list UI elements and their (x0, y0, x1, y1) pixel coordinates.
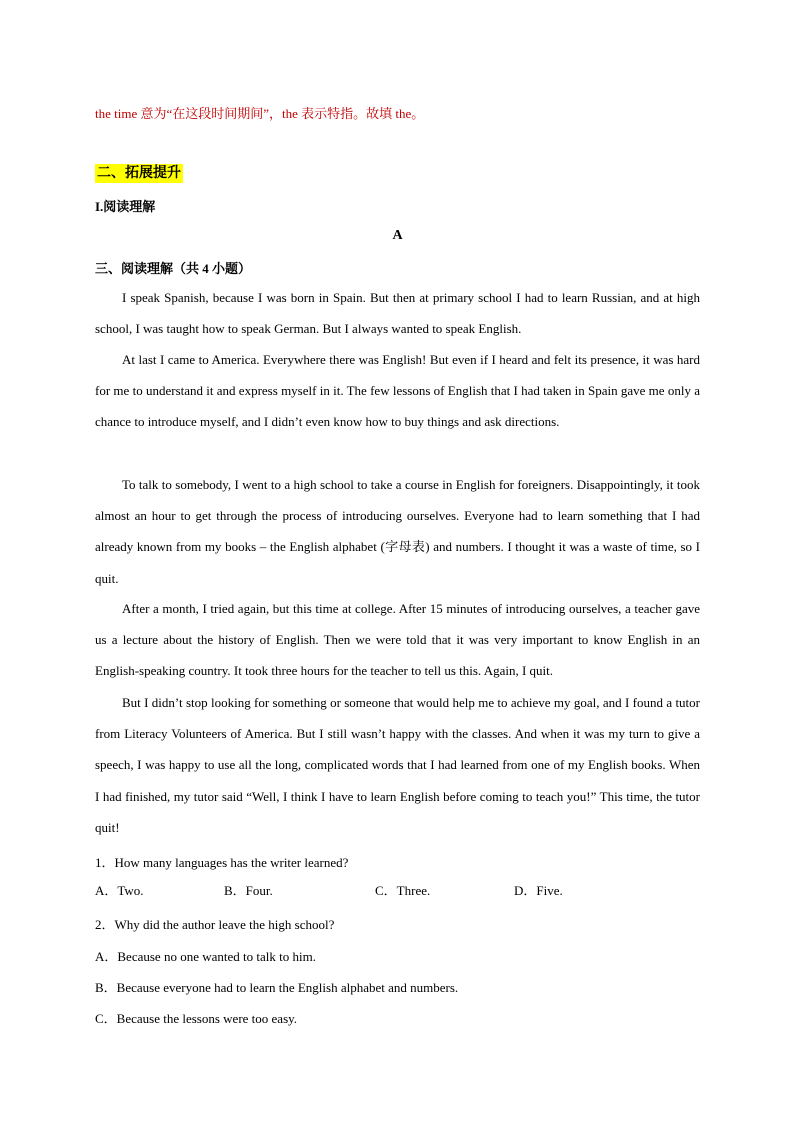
question-2-option-b: B．Because everyone had to learn the English alphabet and numbers. (95, 980, 459, 995)
section-heading-text: 二、拓展提升 (97, 166, 181, 181)
passage-paragraph-4: After a month, I tried again, but this time at college. After 15 minutes of introducing ourselves, a teacher gave us a lecture about the history of English. Then we were told that it was very important to know English in an English-speaking country. It took three hours for the teacher to tell us this. Again, I quit. (95, 601, 700, 679)
question-2-option-c: C．Because the lessons were too easy. (95, 1011, 298, 1026)
passage-paragraph-1: I speak Spanish, because I was born in Spain. But then at primary school I had to learn Russian, and at high school, I was taught how to speak German. But I always wanted to speak English. (95, 290, 700, 337)
passage-letter: A (392, 228, 403, 243)
passage-paragraph-3: To talk to somebody, I went to a high school to take a course in English for foreigners. Disappointingly, it took almost an hour to get through the process of introducing ourselves. Everyone had to learn something that I had already known from my books – the English alphabet (字母表) and numbers. I thought it was a waste of time, so I quit. (95, 477, 700, 586)
passage-paragraph-2: At last I came to America. Everywhere there was English! But even if I heard and felt its presence, it was hard for me to understand it and express myself in it. The few lessons of English that I had taken in Spain gave me only a chance to introduce myself, and I didn’t even know how to buy things and ask directions. (95, 352, 700, 430)
question-1-option-b: B．Four. (224, 883, 273, 898)
question-2-option-a: A．Because no one wanted to talk to him. (95, 949, 316, 964)
section-heading-extension (95, 162, 700, 182)
question-1-option-d: D．Five. (514, 883, 563, 898)
reading-comprehension-label: I.阅读理解 (95, 199, 156, 214)
question-1-option-a: A．Two. (95, 883, 144, 898)
answer-note: the time 意为“在这段时间期间”，the 表示特指。故填 the。 (95, 106, 425, 121)
question-1-stem: 1．How many languages has the writer learned? (95, 855, 349, 870)
question-1-option-c: C．Three. (375, 883, 431, 898)
question-2-stem: 2．Why did the author leave the high school? (95, 917, 335, 932)
passage-paragraph-5: But I didn’t stop looking for something or someone that would help me to achieve my goal, and I found a tutor from Literacy Volunteers of America. But I still wasn’t happy with the classes. And when it was my turn to give a speech, I was happy to use all the long, complicated words that I had learned from one of my English books. When I had finished, my tutor said “Well, I think I have to learn English before coming to teach you!” This time, the tutor quit! (95, 695, 700, 835)
section-heading-reading: 三、阅读理解（共 4 小题） (95, 261, 252, 276)
